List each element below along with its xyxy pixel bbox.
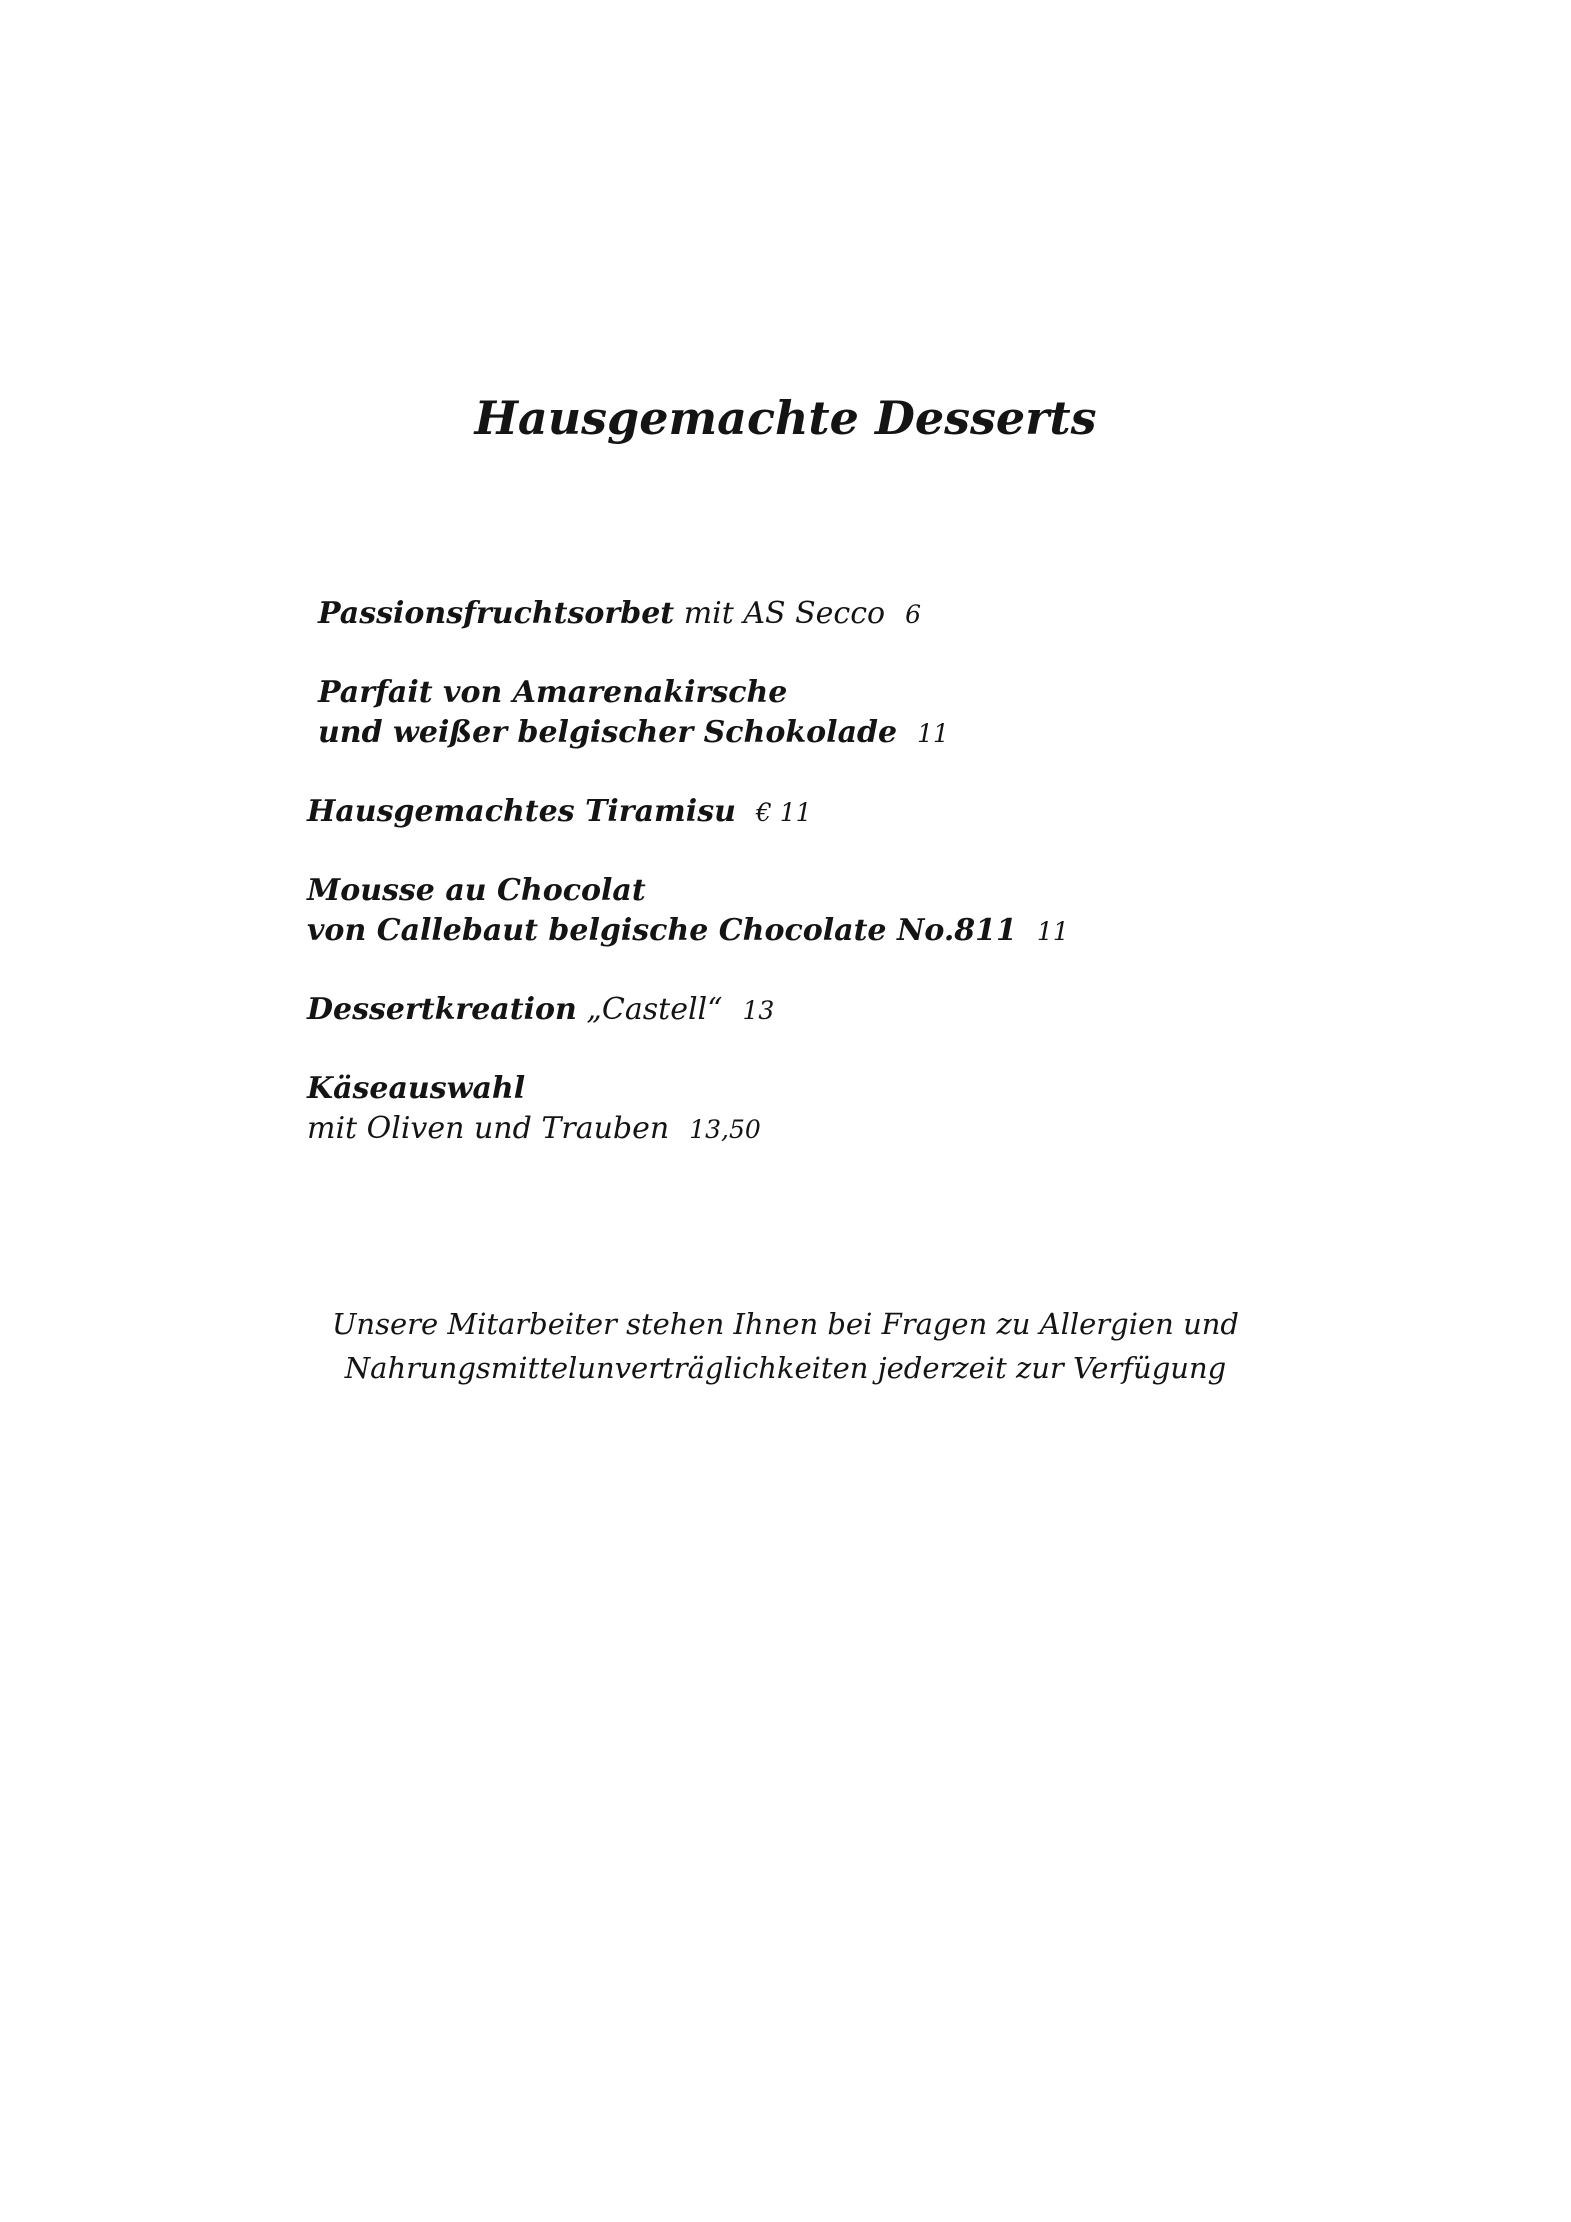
- item-description: „Castell“: [576, 992, 723, 1027]
- menu-item: [307, 594, 1571, 635]
- allergy-note: [0, 1302, 1571, 1390]
- item-price: € 11: [755, 798, 812, 827]
- menu-item-line: [318, 594, 1571, 635]
- item-price: 13,50: [689, 1115, 761, 1144]
- menu-item: [307, 871, 1571, 952]
- item-name: Parfait von Amarenakirsche: [318, 675, 788, 710]
- menu-item: [307, 990, 1571, 1031]
- menu-item-line: [318, 713, 1571, 754]
- item-price: 11: [917, 719, 949, 748]
- item-description: mit AS Secco: [674, 596, 886, 631]
- allergy-note-line-2: Nahrungsmittelunverträglichkeiten jederzeit zur Verfügung: [344, 1351, 1227, 1385]
- page-title: Hausgemachte Desserts: [474, 391, 1097, 445]
- item-price: 13: [742, 996, 775, 1025]
- item-name: Mousse au Chocolat: [307, 873, 646, 908]
- item-name: und weißer belgischer Schokolade: [318, 715, 898, 750]
- menu-item-line: [307, 1069, 1571, 1109]
- item-name: Käseauswahl: [307, 1071, 526, 1106]
- menu-item-line: [307, 911, 1571, 952]
- allergy-note-line-1: Unsere Mitarbeiter stehen Ihnen bei Fragen zu Allergien und: [331, 1307, 1239, 1341]
- item-name: Dessertkreation: [307, 992, 577, 1027]
- menu-item: [307, 673, 1571, 754]
- item-price: 11: [1036, 917, 1069, 946]
- item-name: Passionsfruchtsorbet: [318, 596, 675, 631]
- menu-item-line: [307, 871, 1571, 911]
- menu-item: [307, 1069, 1571, 1150]
- menu-item-line: [307, 990, 1571, 1031]
- menu-items: [307, 594, 1571, 1150]
- menu-item-line: [318, 673, 1571, 713]
- item-name: Hausgemachtes Tiramisu: [307, 794, 736, 829]
- item-name: von Callebaut belgische Chocolate No.811: [307, 913, 1017, 948]
- menu-item: [307, 792, 1571, 833]
- item-price: 6: [905, 600, 921, 629]
- item-description: mit Oliven und Trauben: [307, 1111, 670, 1146]
- menu-item-line: [307, 792, 1571, 833]
- menu-item-line: [307, 1109, 1571, 1150]
